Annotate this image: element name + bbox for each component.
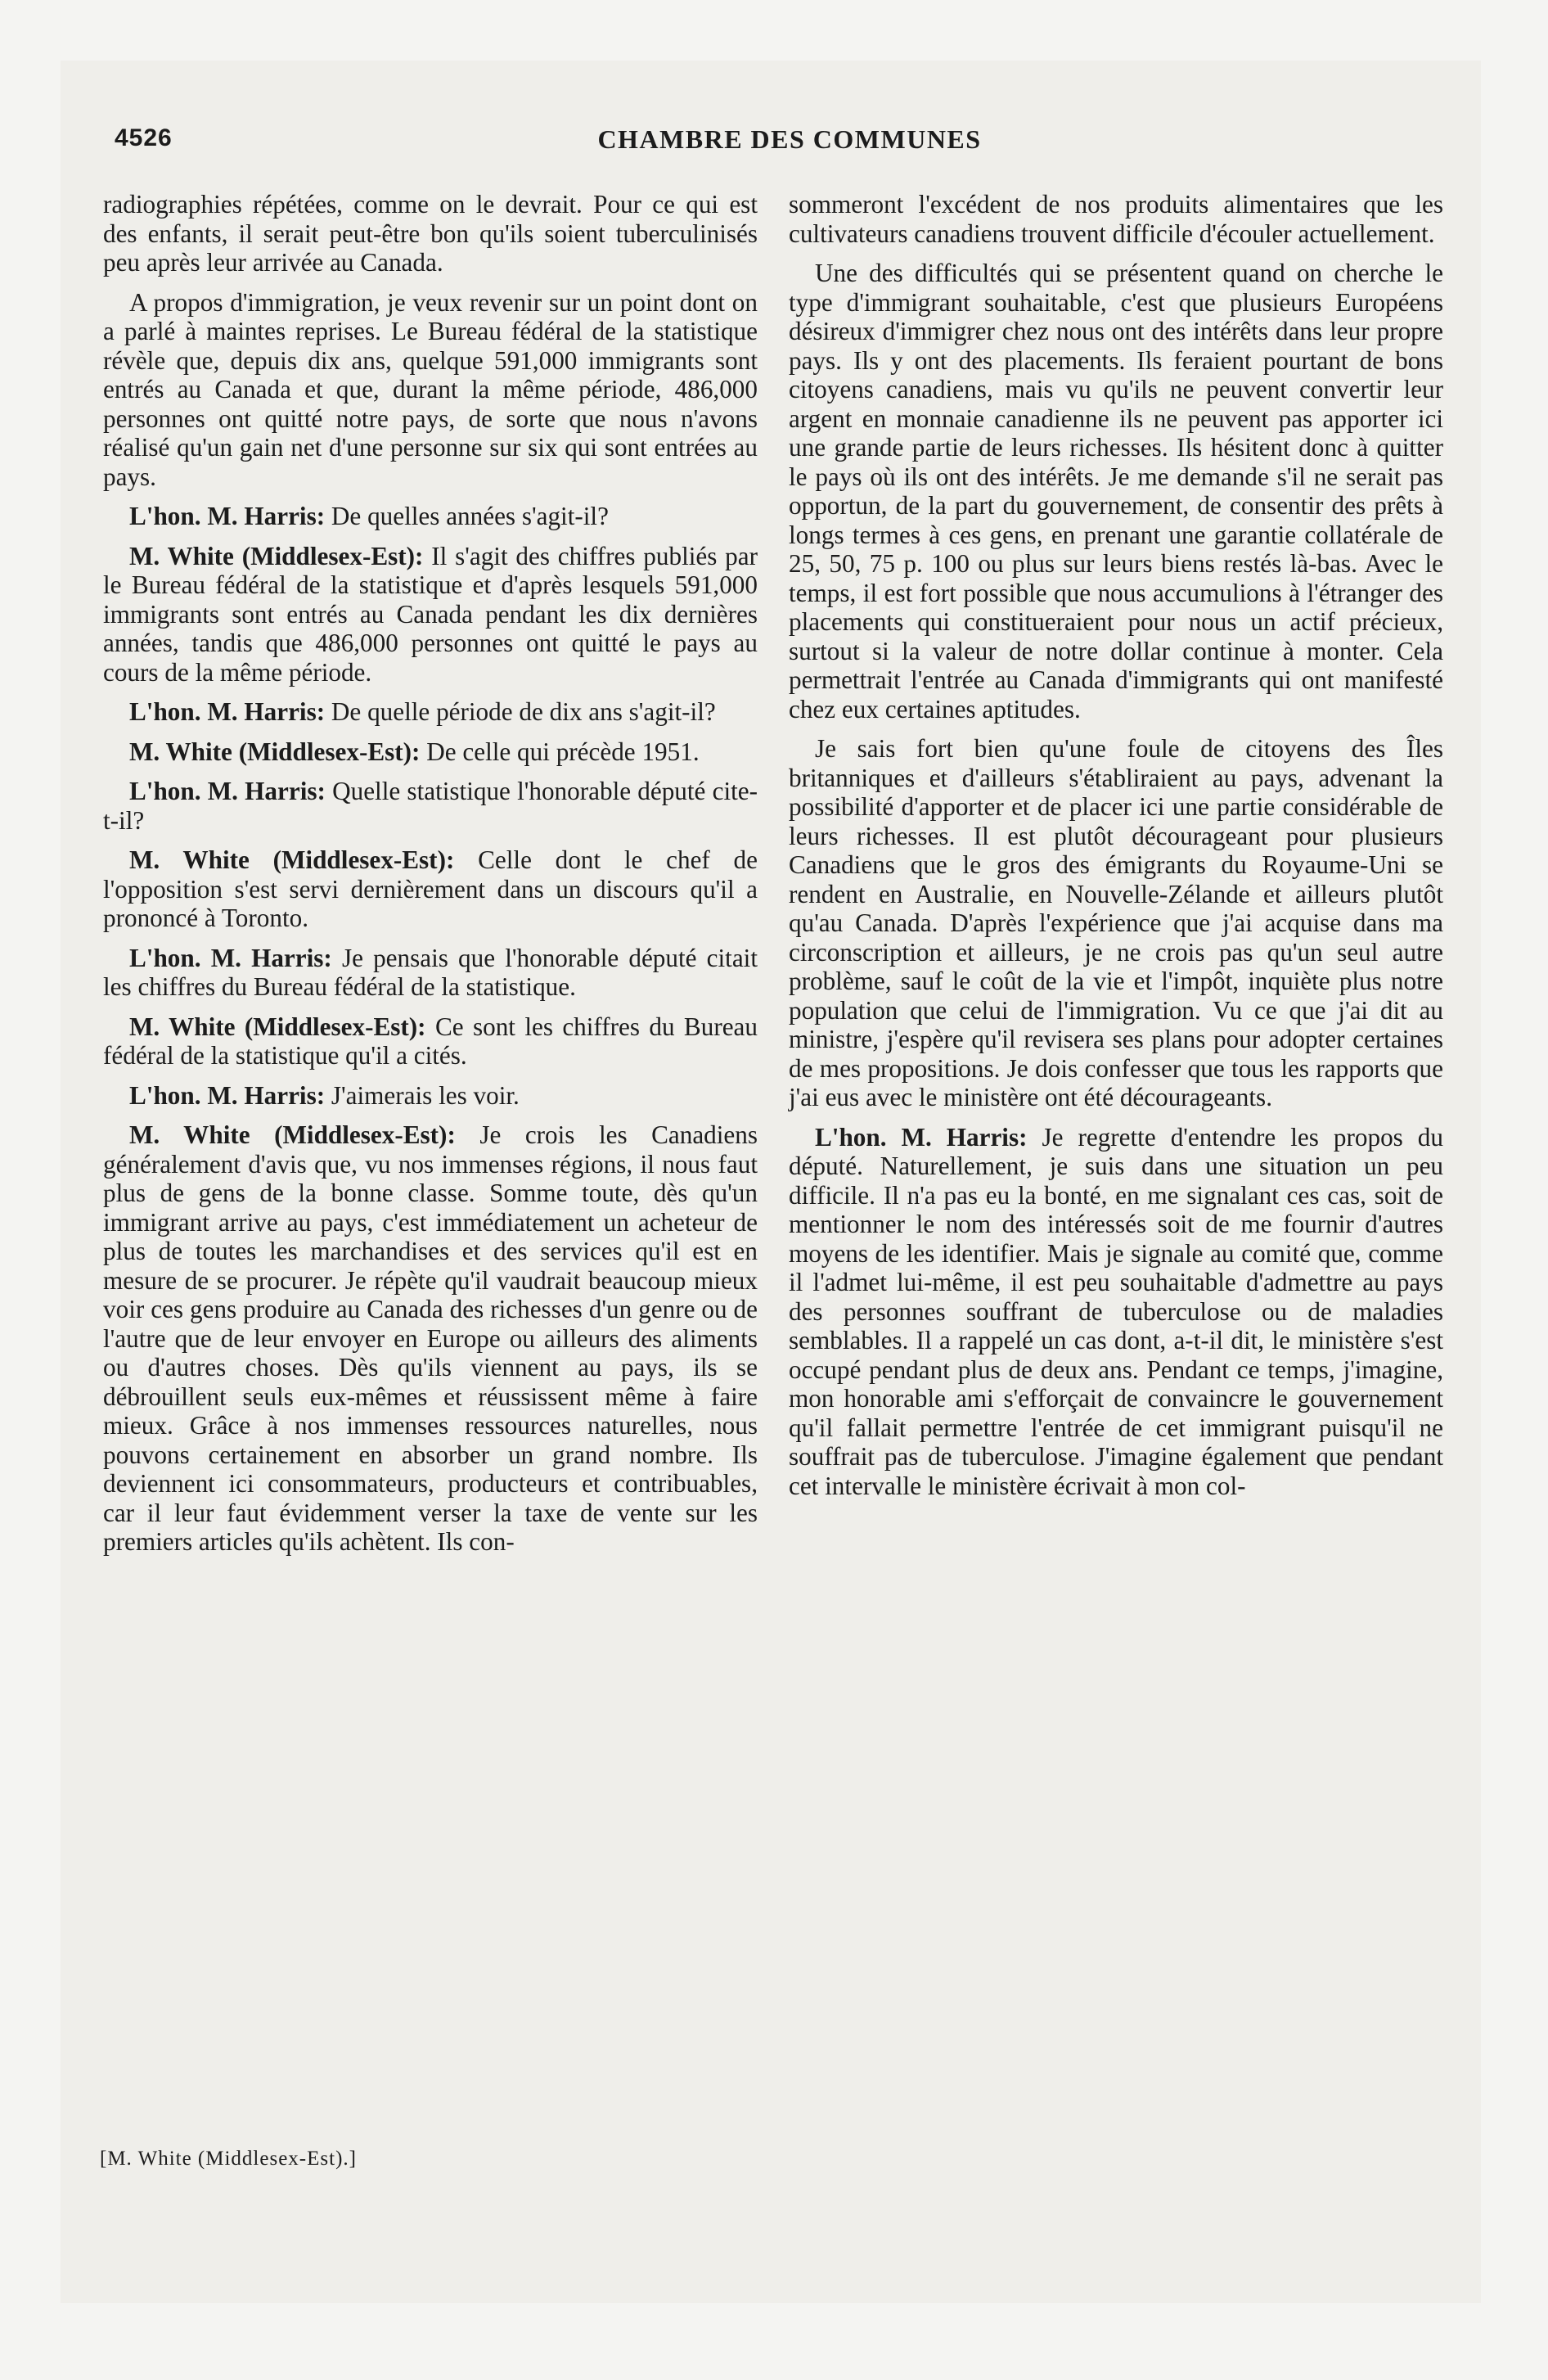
paragraph [103, 288, 758, 492]
speaker-name: L'hon. M. Harris: [129, 1080, 326, 1110]
paragraph [789, 1123, 1443, 1501]
running-head: CHAMBRE DES COMMUNES [597, 124, 982, 154]
paragraph [103, 1081, 758, 1111]
left-column [103, 190, 758, 1567]
paragraph [103, 845, 758, 933]
paragraph [103, 777, 758, 835]
paragraph [103, 944, 758, 1002]
paragraph [789, 190, 1443, 248]
paragraph-text: sommeront l'excédent de nos produits alimentaires que les cultivateurs canadiens trouvent difficile d'écouler actuellement. [789, 190, 1443, 248]
paragraph-text: Je pensais que l'honorable député citait les chiffres du Bureau fédéral de la statistique. [103, 943, 758, 1001]
paragraph-text: Je regrette d'entendre les propos du député. Naturellement, je suis dans une situation un peu difficile. Il n'a pas eu la bonté, en me signalant ces cas, soit de mentionner le nom des intéressés soit de me fournir d'autres moyens de les identifier. Mais je signale au comité que, comme il l'admet lui-même, il est peu souhaitable d'admettre au pays des personnes souffrant de tuberculose ou de maladies semblables. Il a rappelé un cas dont, a-t-il dit, le ministère s'est occupé pendant plus de deux ans. Pendant ce temps, j'imagine, mon honorable ami s'efforçait de convaincre le gouvernement qu'il fallait permettre l'entrée de cet immigrant puisqu'il ne souffrait pas de tuberculose. J'imagine également que pendant cet intervalle le ministère écrivait à mon col- [789, 1122, 1443, 1500]
paragraph-text: De celle qui précède 1951. [420, 737, 700, 766]
paragraph-text: Une des difficultés qui se présentent quand on cherche le type d'immigrant souhaitable, c'est que plusieurs Européens désireux d'immigrer chez nous ont des intérêts dans leur propre pays. Ils y ont des placements. Ils feraient pourtant de bons citoyens canadiens, mais vu qu'ils ne peuvent convertir leur argent en monnaie canadienne ils ne peuvent pas apporter ici une grande partie de leurs richesses. Ils hésitent donc à quitter le pays où ils ont des intérêts. Je me demande s'il ne serait pas opportun, de la part du gouvernement, de consentir des prêts à longs termes à ces gens, en prenant une garantie collatérale de 25, 50, 75 p. 100 ou plus sur leurs biens restés là-bas. Avec le temps, il est fort possible que nous accumulions à l'étranger des placements qui constitueraient pour nous un actif précieux, surtout si la valeur de notre dollar continue à monter. Cela permettrait l'entrée au Canada d'immigrants qui ont manifesté chez eux certaines aptitudes. [789, 259, 1443, 723]
paragraph-text: Il s'agit des chiffres publiés par le Bureau fédéral de la statistique et d'après lesquels 591,000 immigrants sont entrés au Canada pendant les dix dernières années, tandis que 486,000 personnes ont quitté le pays au cours de la même période. [103, 541, 758, 687]
speaker-name: M. White (Middlesex-Est): [129, 1012, 426, 1041]
paragraph-text: De quelle période de dix ans s'agit-il? [325, 697, 716, 726]
page-header [115, 124, 1465, 157]
speaker-name: L'hon. M. Harris: [129, 943, 332, 972]
paragraph-text: Celle dont le chef de l'opposition s'est servi dernièrement dans un discours qu'il a prononcé à Toronto. [103, 845, 758, 932]
paragraph-text: Quelle statistique l'honorable député cite-t-il? [103, 777, 758, 835]
paragraph-text: Je sais fort bien qu'une foule de citoyens des Îles britanniques et d'ailleurs s'établiraient au pays, advenant la possibilité d'apporter et de placer ici une partie considérable de leurs richesses. Il est plutôt décourageant pour plusieurs Canadiens que le gros des émigrants du Royaume-Uni se rendent en Australie, en Nouvelle-Zélande et ailleurs plutôt qu'au Canada. D'après l'expérience que j'ai acquise dans ma circonscription et ailleurs, je ne crois pas qu'un seul autre problème, sauf le coût de la vie et l'impôt, inquiète plus notre population que celui de l'immigration. Vu ce que j'ai dit au ministre, j'espère qu'il revisera ses plans pour adopter certaines de mes propositions. Je dois confesser que tous les rapports que j'ai eus avec le ministère ont été décourageants. [789, 734, 1443, 1111]
paragraph-text: De quelles années s'agit-il? [325, 502, 609, 530]
paragraph-text: J'aimerais les voir. [325, 1080, 520, 1110]
paragraph [103, 190, 758, 277]
speaker-name: L'hon. M. Harris: [129, 502, 326, 530]
speaker-name: M. White (Middlesex-Est): [129, 737, 421, 766]
paragraph [103, 542, 758, 687]
right-column [789, 190, 1443, 1511]
paragraph-text: radiographies répétées, comme on le devrait. Pour ce qui est des enfants, il serait peut-être bon qu'ils soient tuberculinisés peu après leur arrivée au Canada. [103, 190, 758, 277]
paragraph [103, 697, 758, 727]
speaker-name: M. White (Middlesex-Est): [129, 1120, 456, 1149]
paragraph [103, 737, 758, 767]
paragraph [789, 259, 1443, 723]
speaker-name: L'hon. M. Harris: [815, 1122, 1028, 1152]
paragraph [103, 1012, 758, 1071]
paragraph-text: Je crois les Canadiens généralement d'avis que, vu nos immenses régions, il nous faut plus de gens de la bonne classe. Somme toute, dès qu'un immigrant arrive au pays, c'est immédiatement un acheteur de plus de toutes les marchandises et des services qu'il est en mesure de se procurer. Je répète qu'il vaudrait beaucoup mieux voir ces gens produire au Canada des richesses d'un genre ou de l'autre que de leur envoyer en Europe ou ailleurs des aliments ou d'autres choses. Dès qu'ils viennent au pays, ils se débrouillent seuls eux-mêmes et réussissent même à faire mieux. Grâce à nos immenses ressources naturelles, nous pouvons certainement en absorber un grand nombre. Ils deviennent ici consommateurs, producteurs et contribuables, car il leur faut évidemment verser la taxe de vente sur les premiers articles qu'ils achètent. Ils con- [103, 1120, 758, 1556]
speaker-name: M. White (Middlesex-Est): [129, 845, 455, 874]
page-footer: [M. White (Middlesex-Est).] [100, 2148, 357, 2170]
speaker-name: L'hon. M. Harris: [129, 697, 326, 726]
speaker-name: L'hon. M. Harris: [129, 777, 326, 805]
paragraph-text: A propos d'immigration, je veux revenir sur un point dont on a parlé à maintes reprises. Le Bureau fédéral de la statistique révèle que, depuis dix ans, quelque 591,000 immigrants sont entrés au Canada et que, durant la même période, 486,000 personnes ont quitté notre pays, de sorte que nous n'avons réalisé qu'un gain net d'une personne sur six qui sont entrées au pays. [103, 287, 758, 491]
page-number: 4526 [115, 124, 173, 151]
paragraph [789, 734, 1443, 1112]
paragraph [103, 1120, 758, 1557]
speaker-name: M. White (Middlesex-Est): [129, 541, 424, 570]
paragraph [103, 502, 758, 531]
paragraph-text: Ce sont les chiffres du Bureau fédéral de la statistique qu'il a cités. [103, 1012, 758, 1070]
